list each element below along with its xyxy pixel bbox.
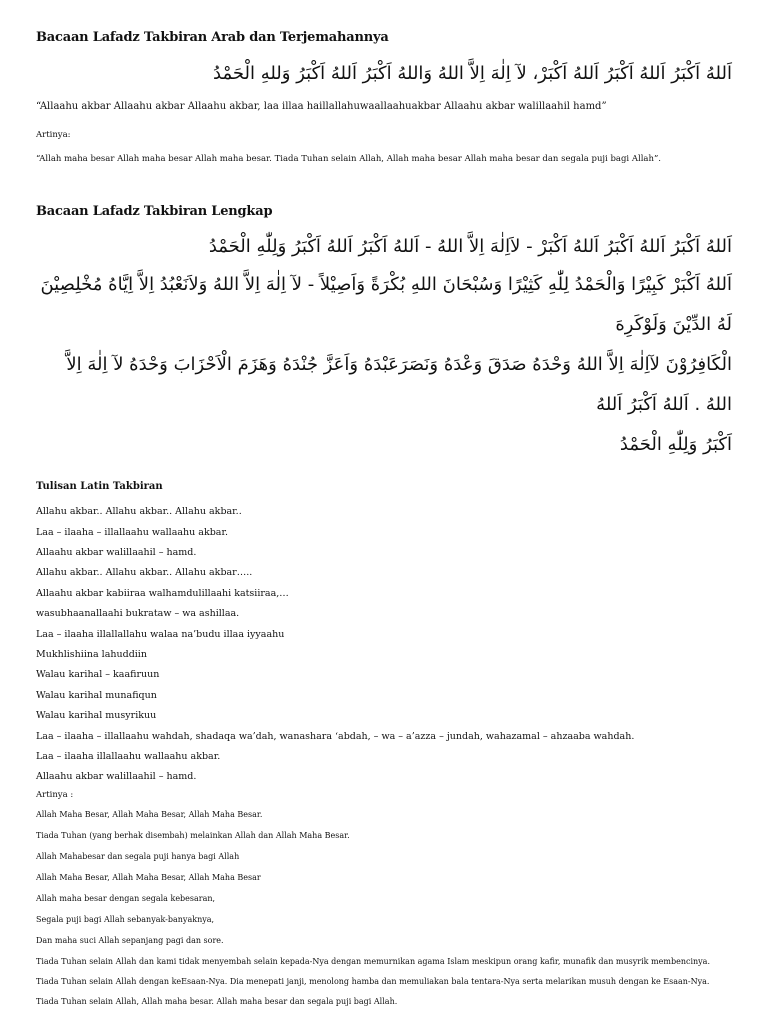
list-item: Walau karihal musyrikuu [36,710,157,722]
section-title-lengkap: Bacaan Lafadz Takbiran Lengkap [36,204,273,220]
list-item: Allahu akbar.. Allahu akbar.. Allahu akbar….. [36,567,253,579]
list-item: Allahu akbar.. Allahu akbar.. Allahu akbar.. [36,506,242,518]
list-item: Laa – ilaaha – illallaahu wallaahu akbar. [36,526,228,538]
arabic-line: اَللهُ اَكْبَرُ اَللهُ اَكْبَرُ اَللهُ اَكْبَرْ - لاَاِلٰهَ اِلاَّ اللهُ - اَللهُ اَكْبَرُ اَللهُ اَكْبَرُ وَلِلّٰهِ الْحَمْدُ [208,236,732,258]
arabic-line: الْكَافِرُوْنَ لآاِلٰهَ اِلاَّ اللهُ وَحْدَهُ صَدَقَ وَعْدَهُ وَنَصَرَعَبْدَهُ وَاَعَزَّ جُنْدَهُ وَهَزَمَ الْاَحْزَابَ وَحْدَهُ لآ اِلٰهَ اِلاَّ اللهُ . اَللهُ اَكْبَرُ اَللهُ [66,354,732,416]
section-title-latin: Tulisan Latin Takbiran [36,481,163,493]
list-item: Laa – ilaaha – illallaahu wahdah, shadaqa wa’dah, wanashara ‘abdah, – wa – a’azza – jundah, wahazamal – ahzaaba wahdah. [36,730,635,742]
takbir-latin-short: “Allaahu akbar Allaahu akbar Allaahu akbar, laa illaa haillallahuwaallaahuakbar Allaahu akbar walillaahil hamd” [36,101,607,113]
arabic-line: اَكْبَرُ وَلِلّٰهِ الْحَمْدُ [619,434,732,456]
list-item: Allah Maha Besar, Allah Maha Besar, Allah Maha Besar [36,872,261,882]
artinya-label-2: Artinya : [36,789,74,800]
translation-list [36,804,732,1012]
list-item: Tiada Tuhan (yang berhak disembah) melainkan Allah dan Allah Maha Besar. [36,830,350,840]
takbir-arabic-short: اَللهُ اَكْبَرُ اَللهُ اَكْبَرُ اَللهُ اَكْبَرْ، لآ اِلٰهَ اِلاَّ اللهُ وَاللهُ اَكْبَرُ اَللهُ اَكْبَرُ وَللهِ الْحَمْدُ [213,63,732,84]
list-item: Mukhlishiina lahuddiin [36,649,147,661]
list-item: Allaahu akbar walillaahil – hamd. [36,771,197,783]
list-item: Allah maha besar dengan segala kebesaran, [36,893,216,903]
list-item: Laa – ilaaha illallaahu wallaahu akbar. [36,751,221,763]
list-item: Laa – ilaaha illallallahu walaa na’budu illaa iyyaahu [36,628,285,640]
list-item: wasubhaanallaahi bukrataw – wa ashillaa. [36,608,240,620]
artinya-label-1: Artinya: [36,130,71,141]
list-item: Allaahu akbar walillaahil – hamd. [36,547,197,558]
list-item: Walau karihal munafiqun [36,689,157,701]
section-title-arab-terjemahan: Bacaan Lafadz Takbiran Arab dan Terjemahannya [36,30,389,45]
list-item: Walau karihal – kaafiruun [36,669,160,681]
list-item: Allah Mahabesar dan segala puji hanya bagi Allah [36,851,240,861]
list-item: Tiada Tuhan selain Allah dengan keEsaan-Nya. Dia menepati janji, menolong hamba dan memuliakan bala tentara-Nya serta melarikan musuh dengan ke Esaan-Nya. Tiada Tuhan selain Allah, Allah maha besar. Allah maha besar dan segala puji bagi Allah. [36,976,710,1006]
list-item: Allah Maha Besar, Allah Maha Besar, Allah Maha Besar. [36,809,263,819]
list-item: Segala puji bagi Allah sebanyak-banyaknya, [36,914,215,924]
latin-takbir-list [36,502,732,788]
translation-short: “Allah maha besar Allah maha besar Allah maha besar. Tiada Tuhan selain Allah, Allah maha besar Allah maha besar dan segala puji bagi Allah”. [36,154,662,165]
list-item: Allaahu akbar kabiiraa walhamdulillaahi katsiiraa,… [36,587,289,599]
takbir-arabic-full [36,229,732,465]
arabic-line: اَللهُ اَكْبَرْ كَبِيْرًا وَالْحَمْدُ لِلّٰهِ كَثِيْرًا وَسُبْحَانَ اللهِ بُكْرَةً وَاَصِيْلاً - لآ اِلٰهَ اِلاَّ اللهُ وَلاَنَعْبُدُ اِلاَّ اِيَّاهُ مُخْلِصِيْنَ لَهُ الدِّيْنَ وَلَوْكَرِهَ [40,274,732,336]
list-item: Tiada Tuhan selain Allah dan kami tidak menyembah selain kepada-Nya dengan memurnikan agama Islam meskipun orang kafir, munafik dan musyrik membencinya. [36,956,710,966]
list-item: Dan maha suci Allah sepanjang pagi dan sore. [36,935,224,945]
